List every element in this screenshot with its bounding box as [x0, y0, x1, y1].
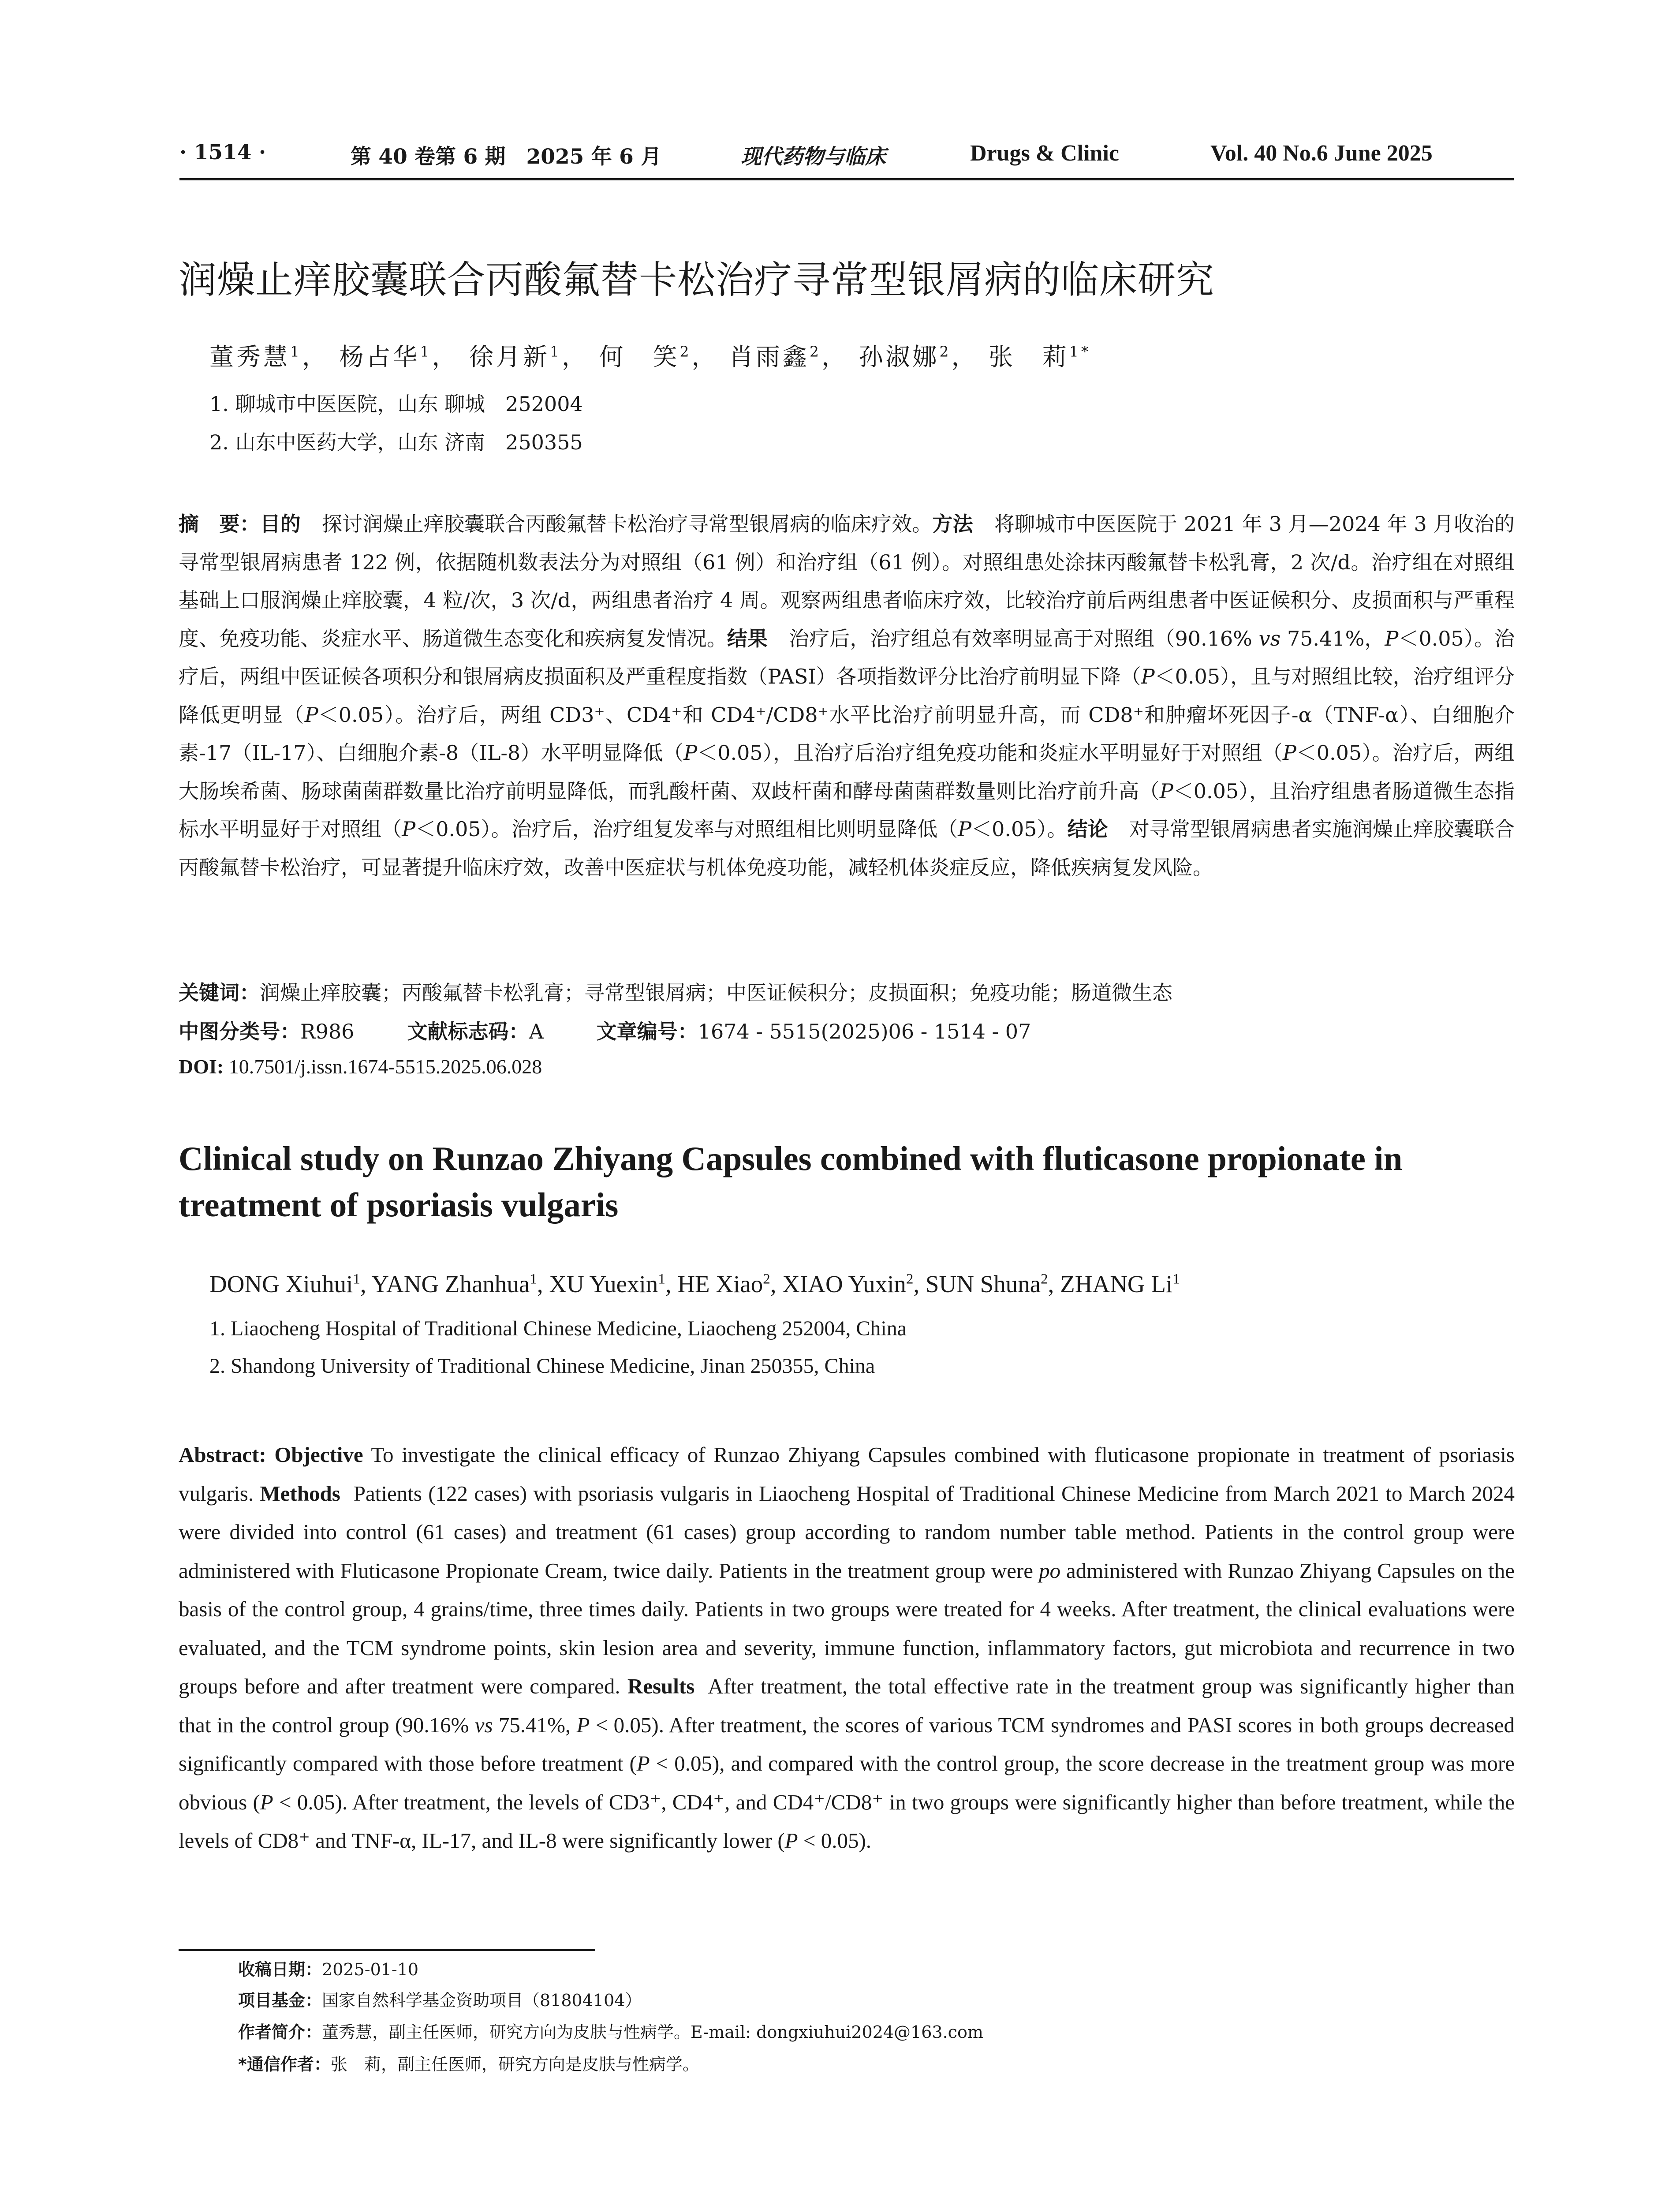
- results-text: ＜0.05），且治疗组患者肠道微生态指标水平明显好于对照组（: [179, 779, 1515, 841]
- author-name: SUN Shuna: [925, 1271, 1041, 1297]
- results-text: ＜0.05）。: [971, 817, 1068, 841]
- journal-name-cn: 现代药物与临床: [741, 145, 886, 169]
- results-text: ＜0.05）。治疗后，两组中医证候各项积分和银屑病皮损面积及严重程度指数（PASI）各项指数评分比治疗前明显下降（: [179, 626, 1515, 688]
- article-no-value: 1674 - 5515(2025)06 - 1514 - 07: [698, 1020, 1031, 1043]
- author-list-en: DONG Xiuhui$^1$, YANG Zhanhua$^1$, XU Yuexin$^1$, HE Xiao$^2$, XIAO Yuxin$^2$, SUN Shuna$^2$, ZHANG Li$^1$: [209, 1271, 1180, 1297]
- p-value-symbol: P: [958, 817, 972, 841]
- footnote-text: 董秀慧，副主任医师，研究方向为皮肤与性病学。E-mail: dongxiuhui2024@163.com: [322, 2022, 983, 2042]
- p-value-symbol: P: [304, 703, 318, 727]
- abstract-cn: [179, 505, 1515, 886]
- doc-code-label: 文献标志码：: [407, 1020, 529, 1043]
- article-title-en: Clinical study on Runzao Zhiyang Capsules combined with fluticasone propionate in treatment of psoriasis vulgaris: [179, 1140, 1403, 1224]
- keywords-line: [179, 977, 1172, 1006]
- author-name: 何 笑: [599, 343, 680, 371]
- p-value-symbol: P: [1141, 665, 1155, 688]
- author-affiliation-mark: 1: [530, 1271, 537, 1287]
- footnote-label: 项目基金：: [238, 1991, 322, 2010]
- journal-name-en: Drugs & Clinic: [970, 141, 1119, 166]
- methods-label: Methods: [260, 1481, 340, 1506]
- objective-label: Objective: [274, 1443, 363, 1467]
- objective-label: 目的: [260, 512, 301, 536]
- abstract-en: [179, 1435, 1515, 1860]
- author-affiliation-mark: 2: [810, 343, 822, 360]
- results-text: < 0.05). After treatment, the scores of various TCM syndromes and PASI scores in both groups decreased significantly compared with those before treatment (: [179, 1712, 1515, 1775]
- header-rule: [179, 178, 1514, 180]
- author-affiliation-mark: 2: [906, 1271, 914, 1287]
- footnote-received: [238, 1956, 418, 1980]
- footnote-text: 国家自然科学基金资助项目（81804104）: [322, 1991, 642, 2010]
- author-affiliation-mark: 1: [658, 1271, 665, 1287]
- results-text: < 0.05).: [798, 1828, 872, 1853]
- clc-value: R986: [300, 1020, 355, 1043]
- conclusion-text: 对寻常型银屑病患者实施润燥止痒胶囊联合丙酸氟替卡松治疗，可显著提升临床疗效，改善中医症状与机体免疫功能，减轻机体炎症反应，降低疾病复发风险。: [179, 817, 1515, 879]
- author-affiliation-mark: 2: [939, 343, 952, 360]
- author-name: ZHANG Li: [1060, 1271, 1173, 1297]
- abstract-label: 摘 要：: [179, 512, 260, 536]
- author-affiliation-mark: 1: [290, 343, 302, 360]
- methods-text: Patients (122 cases) with psoriasis vulgaris in Liaocheng Hospital of Traditional Chinese Medicine from March 2021 to March 2024 were divided into control (61 cases) and treatment (61 cases) group according to random number table method. Patients in the control group were administered with Fluticasone Propionate Cream, twice daily. Patients in the treatment group were: [179, 1481, 1515, 1583]
- author-name: XIAO Yuxin: [782, 1271, 906, 1297]
- results-text: ＜0.05）。治疗后，两组 CD3⁺、CD4⁺和 CD4⁺/CD8⁺水平比治疗前明显升高，而 CD8⁺和肿瘤坏死因子-α（TNF-α）、白细胞介素-17（IL-17）、白细胞介素-8（IL-8）水平明显降低（: [179, 703, 1515, 765]
- p-value-symbol: P: [1385, 626, 1399, 650]
- footnote-corresponding: [238, 2051, 699, 2075]
- results-label: Results: [627, 1674, 695, 1698]
- author-affiliation-mark: 1: [550, 343, 562, 360]
- doi-link[interactable]: 10.7501/j.issn.1674-5515.2025.06.028: [228, 1055, 542, 1078]
- conclusion-label: 结论: [1067, 817, 1108, 841]
- results-vs: vs: [1258, 626, 1281, 650]
- footnote-label: 作者简介：: [238, 2022, 322, 2042]
- author-affiliation-mark: 1: [420, 343, 432, 360]
- author-affiliation-mark: 1: [1172, 1271, 1180, 1287]
- results-text: < 0.05). After treatment, the levels of CD3⁺, CD4⁺, and CD4⁺/CD8⁺ in two groups were significantly higher than before treatment, while the levels of CD8⁺ and TNF-α, IL-17, and IL-8 were significantly lower (: [179, 1790, 1515, 1853]
- author-name: XU Yuexin: [549, 1271, 658, 1297]
- footnote-label: 收稿日期：: [238, 1960, 322, 1979]
- methods-text: 将聊城市中医医院于 2021 年 3 月—2024 年 3 月收治的寻常型银屑病患者 122 例，依据随机数表法分为对照组（61 例）和治疗组（61 例）。对照组患处涂抹丙酸氟替卡松乳膏，2 次/d。治疗组在对照组基础上口服润燥止痒胶囊，4 粒/次，3 次/d，两组患者治疗 4 周。观察两组患者临床疗效，比较治疗前后两组患者中医证候积分、皮损面积与严重程度、免疫功能、炎症水平、肠道微生态变化和疾病复发情况。: [179, 512, 1515, 650]
- author-list-cn: 董秀慧$^1$， 杨占华$^1$， 徐月新$^1$， 何 笑$^2$， 肖雨鑫$^2$， 孙淑娜$^2$， 张 莉$^{1*}$: [209, 343, 1091, 371]
- abstract-label: Abstract:: [179, 1443, 266, 1467]
- footnote-author-bio: [238, 2018, 983, 2043]
- keywords-text: 润燥止痒胶囊；丙酸氟替卡松乳膏；寻常型银屑病；中医证候积分；皮损面积；免疫功能；肠道微生态: [260, 981, 1172, 1005]
- results-label: 结果: [727, 626, 768, 650]
- affiliation-en-2: 2. Shandong University of Traditional Chinese Medicine, Jinan 250355, China: [209, 1354, 875, 1378]
- keywords-label: 关键词：: [179, 981, 260, 1005]
- results-text: ＜0.05），且治疗后治疗组免疫功能和炎症水平明显好于对照组（: [697, 741, 1283, 765]
- author-name: YANG Zhanhua: [371, 1271, 530, 1297]
- footnote-text: 张 莉，副主任医师，研究方向是皮肤与性病学。: [330, 2055, 699, 2074]
- p-value-symbol: P: [683, 741, 698, 765]
- results-text: < 0.05), and compared with the control group, the score decrease in the treatment group was more obvious (: [179, 1751, 1515, 1814]
- results-text: 75.41%,: [493, 1712, 577, 1737]
- objective-text: To investigate the clinical efficacy of Runzao Zhiyang Capsules combined with fluticasone propionate in treatment of psoriasis vulgaris.: [179, 1443, 1515, 1506]
- footnote-rule: [179, 1949, 595, 1951]
- affiliation-cn-1: 1. 聊城市中医医院，山东 聊城 252004: [209, 392, 583, 416]
- footnote-funding: [238, 1987, 642, 2011]
- issue-info-cn: 第 40 卷第 6 期 2025 年 6 月: [351, 145, 662, 169]
- author-name: HE Xiao: [677, 1271, 763, 1297]
- article-no-label: 文章编号：: [596, 1020, 698, 1043]
- affiliation-en-1: 1. Liaocheng Hospital of Traditional Chinese Medicine, Liaocheng 252004, China: [209, 1317, 907, 1340]
- methods-po: po: [1039, 1558, 1061, 1583]
- results-vs: vs: [474, 1712, 493, 1737]
- author-affiliation-mark: 1: [353, 1271, 360, 1287]
- results-text: 治疗后，治疗组总有效率明显高于对照组（90.16%: [789, 626, 1259, 650]
- author-name: 张 莉: [989, 343, 1070, 371]
- author-affiliation-mark: 2: [1041, 1271, 1048, 1287]
- author-affiliation-mark: 1*: [1069, 343, 1091, 360]
- doc-code-value: A: [529, 1020, 544, 1043]
- results-text: 75.41%，: [1281, 626, 1385, 650]
- author-name: 杨占华: [339, 343, 420, 371]
- p-value-symbol: P: [1282, 741, 1296, 765]
- page-number: · 1514 ·: [179, 140, 266, 164]
- article-title-cn: 润燥止痒胶囊联合丙酸氟替卡松治疗寻常型银屑病的临床研究: [179, 258, 1214, 302]
- p-value-symbol: P: [784, 1828, 798, 1853]
- author-name: 徐月新: [469, 343, 550, 371]
- footnote-text: 2025-01-10: [322, 1960, 419, 1979]
- p-value-symbol: P: [636, 1751, 650, 1775]
- affiliation-cn-2: 2. 山东中医药大学，山东 济南 250355: [209, 430, 583, 454]
- results-text: ＜0.05）。治疗后，两组大肠埃希菌、肠球菌菌群数量比治疗前明显降低，而乳酸杆菌、双歧杆菌和酵母菌菌群数量则比治疗前升高（: [179, 741, 1515, 803]
- author-affiliation-mark: 2: [679, 343, 692, 360]
- p-value-symbol: P: [1159, 779, 1173, 803]
- author-name: DONG Xiuhui: [209, 1271, 353, 1297]
- results-text: After treatment, the total effective rate in the treatment group was significantly higher than that in the control group (90.16%: [179, 1674, 1515, 1737]
- p-value-symbol: P: [260, 1790, 273, 1814]
- author-name: 孙淑娜: [859, 343, 940, 371]
- clc-label: 中图分类号：: [179, 1020, 300, 1043]
- doi-line: [179, 1054, 542, 1078]
- results-text: ＜0.05），且与对照组比较，治疗组评分降低更明显（: [179, 665, 1515, 727]
- author-affiliation-mark: 2: [763, 1271, 770, 1287]
- p-value-symbol: P: [402, 817, 416, 841]
- author-name: 肖雨鑫: [729, 343, 810, 371]
- footnote-label: *通信作者：: [238, 2055, 331, 2074]
- issue-info-en: Vol. 40 No.6 June 2025: [1210, 141, 1433, 166]
- p-value-symbol: P: [576, 1712, 590, 1737]
- author-name: 董秀慧: [209, 343, 291, 371]
- doi-label: DOI:: [179, 1055, 229, 1078]
- methods-text: administered with Runzao Zhiyang Capsules on the basis of the control group, 4 grains/time, three times daily. Patients in two groups were treated for 4 weeks. After treatment, the clinical evaluations were evaluated, and the TCM syndrome points, skin lesion area and severity, immune function, inflammatory factors, gut microbiota and recurrence in two groups before and after treatment were compared.: [179, 1558, 1515, 1698]
- methods-label: 方法: [932, 512, 973, 536]
- objective-text: 探讨润燥止痒胶囊联合丙酸氟替卡松治疗寻常型银屑病的临床疗效。: [321, 512, 933, 536]
- classification-line: [179, 1016, 1084, 1045]
- results-text: ＜0.05）。治疗后，治疗组复发率与对照组相比则明显降低（: [415, 817, 958, 841]
